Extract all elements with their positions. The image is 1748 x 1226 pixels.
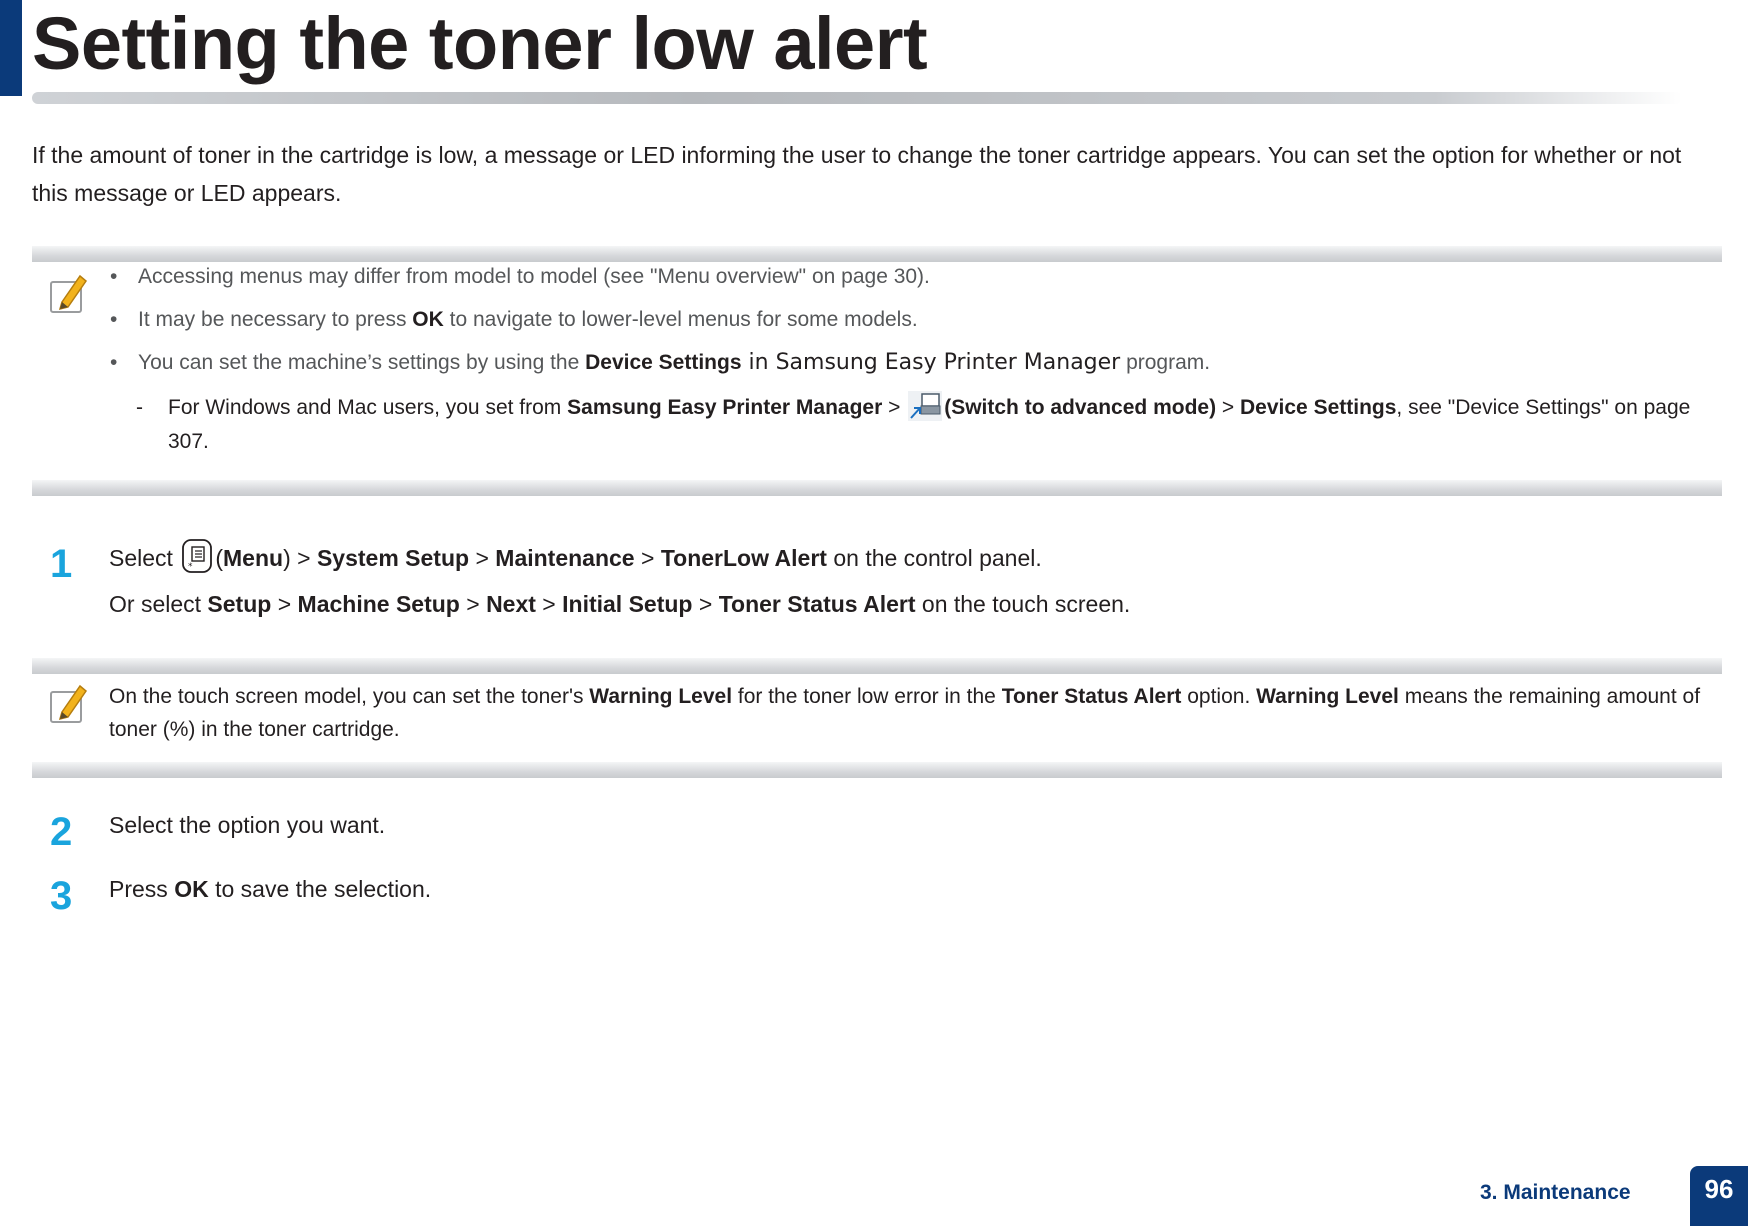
menu-path-item: TonerLow Alert xyxy=(660,545,827,571)
separator: > xyxy=(692,591,719,617)
warning-level-keyword: Warning Level xyxy=(589,685,733,708)
note-box-warning-level xyxy=(109,680,1721,746)
note-pencil-icon xyxy=(48,272,88,314)
separator: > xyxy=(535,591,563,617)
note-top-band xyxy=(32,658,1722,674)
step-1-line-2 xyxy=(109,587,1130,621)
menu-keyword: Menu xyxy=(223,545,284,571)
menu-path-item: Machine Setup xyxy=(297,591,460,617)
switch-advanced-mode-label: (Switch to advanced mode) xyxy=(944,396,1217,419)
note-bullet-press-ok xyxy=(110,305,1720,335)
device-settings-keyword: Device Settings xyxy=(1240,396,1397,419)
ok-keyword: OK xyxy=(412,308,444,331)
menu-path-item: Maintenance xyxy=(495,545,635,571)
step-number: 3 xyxy=(50,874,73,918)
dash-marker: - xyxy=(136,396,143,419)
chapter-label: 3. Maintenance xyxy=(1480,1181,1631,1204)
step-text: on the touch screen. xyxy=(915,591,1131,617)
switch-advanced-mode-icon xyxy=(908,391,942,421)
step-text: Press xyxy=(109,876,175,902)
bullet-text: to navigate to lower-level menus for some models. xyxy=(443,308,918,331)
title-accent-bar xyxy=(0,0,22,96)
sub-text: , see "Device Settings" on page 307. xyxy=(168,396,1691,453)
bullet-text: You can set the machine’s settings by using the xyxy=(138,351,586,374)
bullet-text: It may be necessary to press xyxy=(138,308,413,331)
menu-path-item: Toner Status Alert xyxy=(718,591,916,617)
title-underline xyxy=(32,92,1682,104)
note-bottom-band xyxy=(32,480,1722,496)
separator: > xyxy=(271,591,298,617)
note-bottom-band xyxy=(32,762,1722,778)
step-text: Select xyxy=(109,545,180,571)
ok-keyword: OK xyxy=(174,876,209,902)
menu-path-item: System Setup xyxy=(316,545,470,571)
toner-status-alert-keyword: Toner Status Alert xyxy=(1001,685,1182,708)
app-name: Samsung Easy Printer Manager xyxy=(775,350,1121,375)
note-bullet-menu-overview xyxy=(110,262,1720,292)
note-sub-item-windows-mac xyxy=(110,391,1720,459)
menu-path-item: Initial Setup xyxy=(562,591,693,617)
separator: > xyxy=(469,545,496,571)
bullet-text: Accessing menus may differ from model to model (see "Menu overview" on page 30). xyxy=(138,265,930,288)
menu-path-item: Next xyxy=(486,591,536,617)
note-text: option. xyxy=(1181,685,1257,708)
note-text: On the touch screen model, you can set the toner's xyxy=(109,685,590,708)
note-text: means the remaining amount of toner (%) in the toner cartridge. xyxy=(109,685,1701,741)
app-name-bold: Samsung Easy Printer Manager xyxy=(567,396,883,419)
step-text: to save the selection. xyxy=(208,876,432,902)
sub-text: For Windows and Mac users, you set from xyxy=(168,396,568,419)
step-2-text: Select the option you want. xyxy=(109,812,386,838)
menu-path-item: Setup xyxy=(207,591,272,617)
step-text: Or select xyxy=(109,591,208,617)
bullet-text: program. xyxy=(1120,351,1211,374)
step-text: on the control panel. xyxy=(826,545,1042,571)
page-title: Setting the toner low alert xyxy=(32,2,928,85)
separator: > xyxy=(1216,396,1241,419)
intro-paragraph: If the amount of toner in the cartridge is low, a message or LED informing the user to change the toner cartridge appears. You can set the option for whether or not this message or LED appears. xyxy=(32,142,1682,206)
step-number: 2 xyxy=(50,810,73,854)
bullet-text: in xyxy=(741,350,776,375)
page-number: 96 xyxy=(1690,1166,1748,1226)
step-number: 1 xyxy=(50,542,73,586)
separator: > xyxy=(634,545,661,571)
warning-level-keyword: Warning Level xyxy=(1256,685,1399,708)
note-text: for the toner low error in the xyxy=(732,685,1002,708)
device-settings-keyword: Device Settings xyxy=(585,351,742,374)
note-box-menus xyxy=(110,262,1720,459)
separator: > xyxy=(882,396,907,419)
separator: > xyxy=(459,591,487,617)
menu-button-icon xyxy=(179,538,215,574)
separator: > xyxy=(290,545,317,571)
note-pencil-icon xyxy=(48,682,88,724)
note-bullet-device-settings xyxy=(110,348,1720,378)
step-1-line-1: Select * (Menu) > System Setup > Maintenance > TonerLow Alert on the control panel. xyxy=(109,538,1042,575)
note-top-band xyxy=(32,246,1722,262)
svg-text:*: * xyxy=(188,562,193,572)
step-3-text xyxy=(109,872,431,906)
